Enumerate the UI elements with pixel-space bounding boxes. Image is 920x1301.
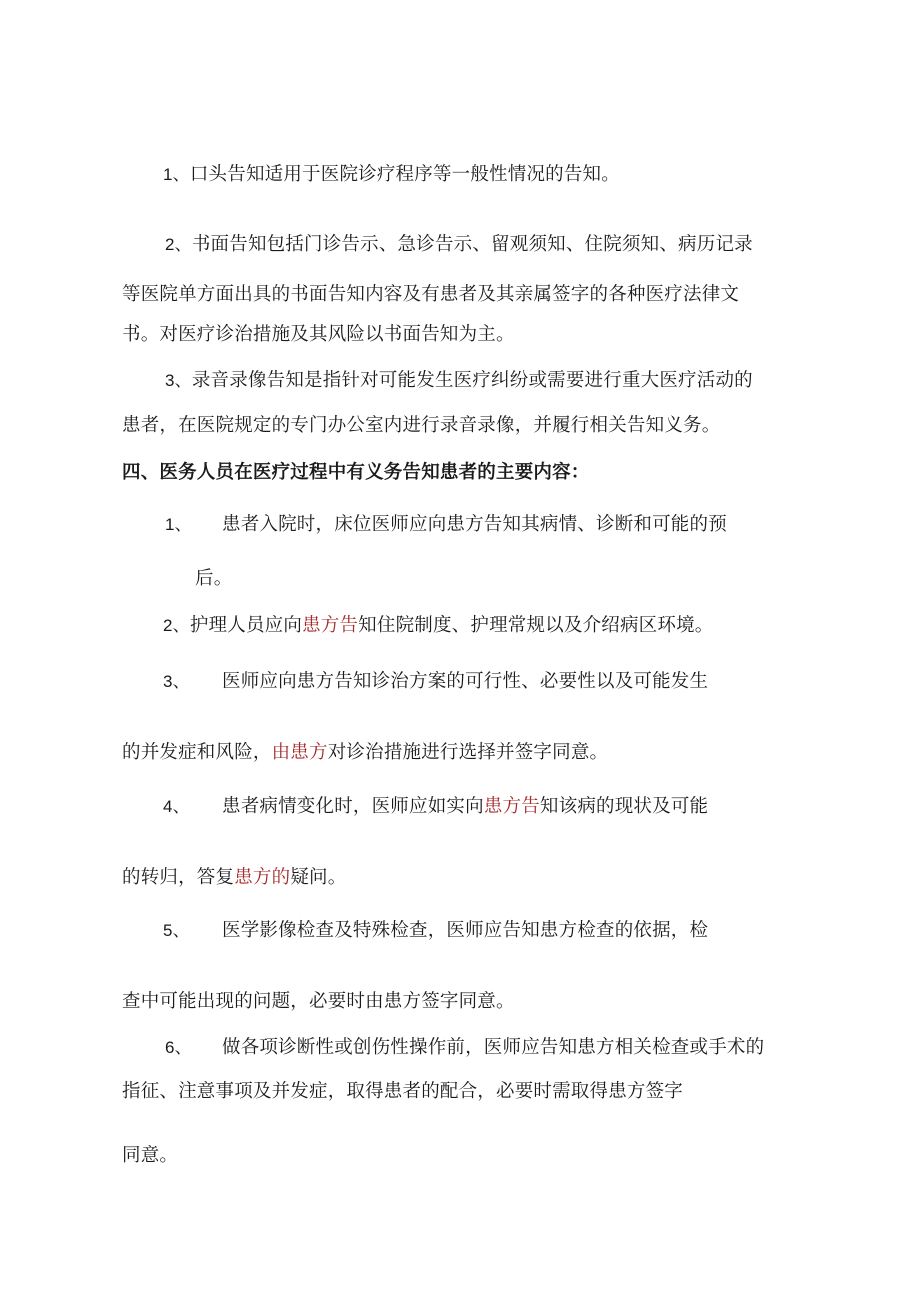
item-4-line-1-post: 知该病的现状及可能 — [539, 796, 709, 817]
item-5-number: 5、 — [163, 921, 190, 940]
item-5-line-2: 查中可能出现的问题，必要时由患方签字同意。 — [122, 991, 515, 1012]
paragraph-3-line-1 — [165, 369, 753, 393]
item-3-line-2 — [122, 741, 608, 765]
section-heading: 四、医务人员在医疗过程中有义务告知患者的主要内容： — [122, 462, 590, 483]
item-1-line-2: 后。 — [195, 568, 233, 589]
paragraph-1-text: 口头告知适用于医院诊疗程序等一般性情况的告知。 — [189, 164, 620, 185]
paragraph-3-text-1: 录音录像告知是指针对可能发生医疗纠纷或需要进行重大医疗活动的 — [191, 370, 753, 391]
item-3-line-2-pre: 的并发症和风险， — [122, 742, 272, 763]
item-3-highlight: 由患方 — [271, 742, 328, 763]
paragraph-2-text-1: 书面告知包括门诊告示、急诊告示、留观须知、住院须知、病历记录 — [191, 234, 753, 255]
paragraph-2-line-1 — [165, 233, 753, 257]
item-4-number: 4、 — [163, 797, 190, 816]
item-4-line-1-pre: 患者病情变化时，医师应如实向 — [222, 796, 484, 817]
item-1-line-1: 患者入院时，床位医师应向患方告知其病情、诊断和可能的预 — [222, 514, 727, 535]
item-2-text-post: 知住院制度、护理常规以及介绍病区环境。 — [358, 615, 714, 636]
item-6-line-1: 做各项诊断性或创伤性操作前，医师应告知患方相关检查或手术的 — [222, 1037, 765, 1058]
item-4-line-2-pre: 的转归，答复 — [122, 867, 235, 888]
item-6-number: 6、 — [165, 1038, 192, 1057]
paragraph-2-number: 2、 — [165, 235, 192, 254]
item-6-line-3: 同意。 — [122, 1145, 179, 1166]
paragraph-3-line-2: 患者，在医院规定的专门办公室内进行录音录像，并履行相关告知义务。 — [122, 415, 721, 436]
paragraph-2-line-3: 书。对医疗诊治措施及其风险以书面告知为主。 — [122, 324, 515, 345]
item-2-highlight: 患方告 — [302, 615, 359, 636]
item-4-highlight-1: 患方告 — [483, 796, 540, 817]
paragraph-1-number: 1、 — [163, 165, 190, 184]
paragraph-2-line-2: 等医院单方面出具的书面告知内容及有患者及其亲属签字的各种医疗法律文 — [122, 284, 740, 305]
item-3-number: 3、 — [163, 672, 190, 691]
item-6-line-2: 指征、注意事项及并发症，取得患者的配合，必要时需取得患方签字 — [122, 1081, 684, 1102]
item-3-line-2-post: 对诊治措施进行选择并签字同意。 — [327, 742, 609, 763]
item-4-highlight-2: 患方的 — [234, 867, 291, 888]
item-4-line-1 — [222, 795, 708, 819]
item-2-number: 2、 — [163, 616, 190, 635]
item-1-number: 1、 — [165, 515, 192, 534]
item-2 — [163, 614, 713, 638]
paragraph-3-number: 3、 — [165, 371, 192, 390]
item-3-line-1: 医师应向患方告知诊治方案的可行性、必要性以及可能发生 — [222, 671, 709, 692]
paragraph-1 — [163, 163, 620, 187]
item-4-line-2-post: 疑问。 — [290, 867, 347, 888]
item-4-line-2 — [122, 866, 346, 890]
item-2-text-pre: 护理人员应向 — [189, 615, 303, 636]
item-5-line-1: 医学影像检查及特殊检查，医师应告知患方检查的依据，检 — [222, 920, 709, 941]
